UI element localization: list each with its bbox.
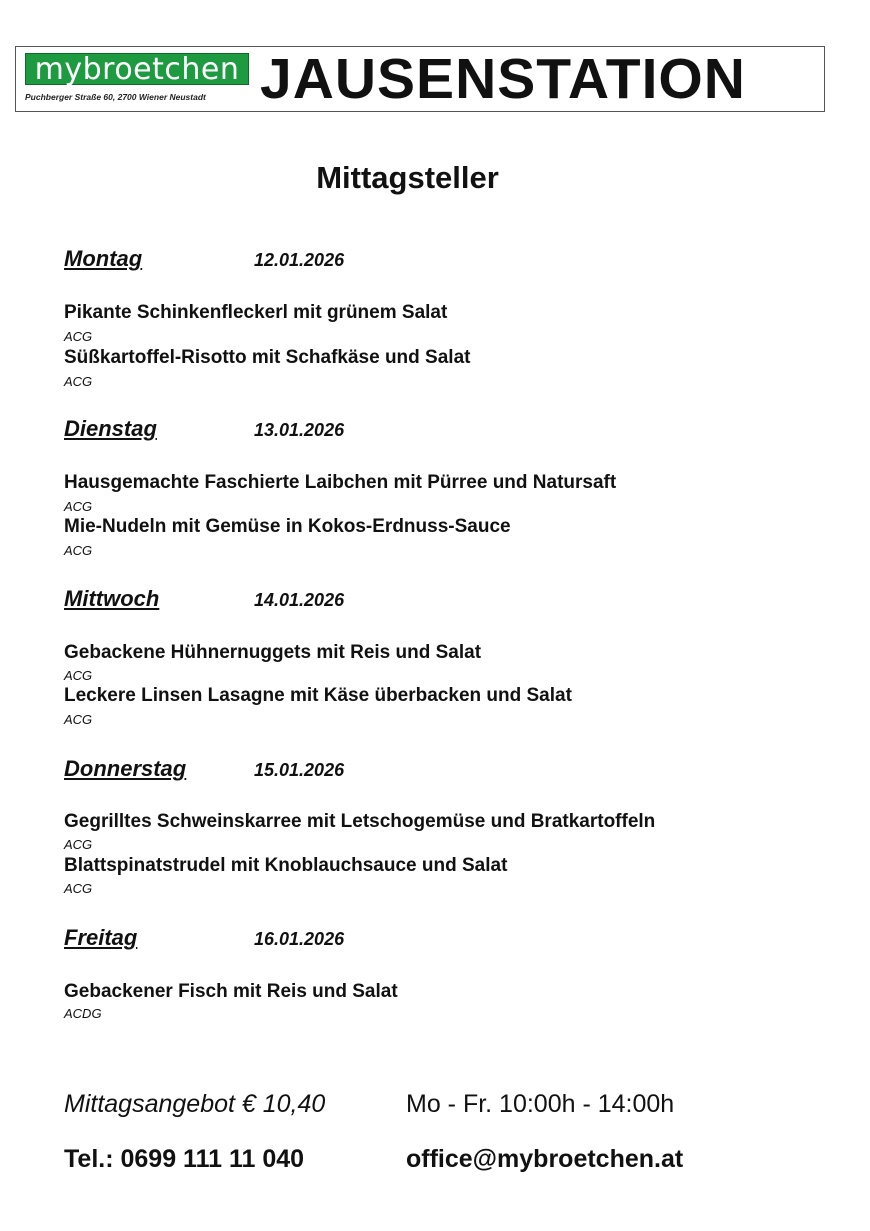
dish-allergens: ACG (64, 543, 93, 558)
dish-name: Blattspinatstrudel mit Knoblauchsauce und Salat (64, 855, 508, 876)
header-title: JAUSENSTATION (260, 47, 746, 111)
day-date: 12.01.2026 (254, 250, 345, 270)
day-date: 15.01.2026 (254, 760, 345, 780)
dish-allergens: ACG (64, 499, 93, 514)
email-address: office@mybroetchen.at (406, 1145, 684, 1173)
dish-name: Leckere Linsen Lasagne mit Käse überbacken und Salat (64, 685, 572, 706)
dish-allergens: ACG (64, 329, 93, 344)
dish-allergens: ACG (64, 881, 93, 896)
dish-allergens: ACG (64, 668, 93, 683)
day-name: Montag (64, 246, 143, 271)
opening-hours: Mo - Fr. 10:00h - 14:00h (406, 1090, 675, 1118)
day-date: 14.01.2026 (254, 590, 345, 610)
day-date: 16.01.2026 (254, 929, 345, 949)
dish-name: Pikante Schinkenfleckerl mit grünem Salat (64, 302, 448, 323)
dish-name: Süßkartoffel-Risotto mit Schafkäse und Salat (64, 347, 471, 368)
day-date: 13.01.2026 (254, 420, 345, 440)
dish-name: Gebackener Fisch mit Reis und Salat (64, 981, 398, 1002)
dish-name: Gebackene Hühnernuggets mit Reis und Salat (64, 642, 482, 663)
header-banner (15, 46, 825, 112)
page-title: Mittagsteller (316, 160, 499, 195)
dish-allergens: ACG (64, 837, 93, 852)
dish-name: Hausgemachte Faschierte Laibchen mit Pürree und Natursaft (64, 472, 617, 493)
phone-number: Tel.: 0699 111 11 040 (64, 1145, 305, 1173)
store-address: Puchberger Straße 60, 2700 Wiener Neustadt (25, 92, 206, 102)
dish-name: Gegrilltes Schweinskarree mit Letschogemüse und Bratkartoffeln (64, 811, 656, 832)
dish-allergens: ACDG (64, 1006, 102, 1021)
brand-logo: mybroetchen (25, 53, 249, 85)
day-name: Donnerstag (64, 756, 187, 781)
lunch-offer-price: Mittagsangebot € 10,40 (64, 1090, 326, 1118)
day-name: Dienstag (64, 416, 157, 441)
dish-allergens: ACG (64, 374, 93, 389)
dish-allergens: ACG (64, 712, 93, 727)
day-name: Mittwoch (64, 586, 160, 611)
dish-name: Mie-Nudeln mit Gemüse in Kokos-Erdnuss-Sauce (64, 516, 511, 537)
day-name: Freitag (64, 925, 138, 950)
